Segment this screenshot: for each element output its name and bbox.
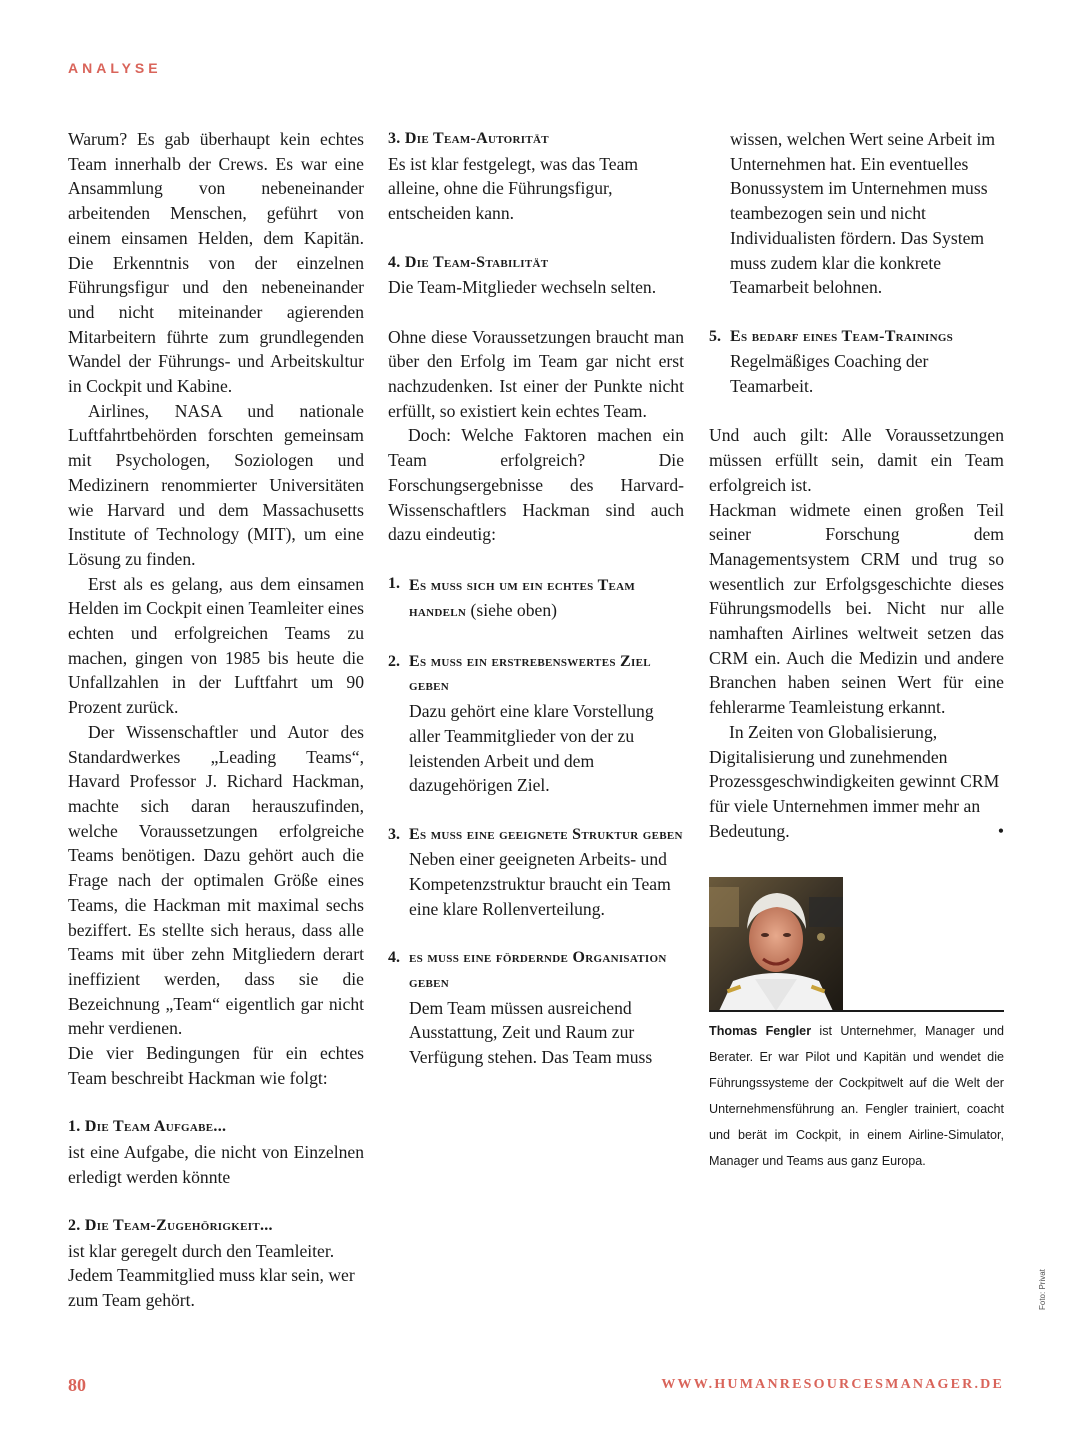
factor-item-continued xyxy=(709,127,1004,300)
paragraph: Warum? Es gab überhaupt kein echtes Team innerhalb der Crews. Es war eine Ansammlung von nebeneinander arbeitenden Menschen, geführt von einem einsamen Helden, dem Kapitän. Die Erkenntnis von der einzelnen Führungsfigur und den nebeneinander und nicht miteinander agierenden Mitarbeitern führte zum grundlegenden Wandel der Führungs- und Arbeitskultur in Cockpit und Kabine. xyxy=(68,129,364,397)
paragraph: Und auch gilt: Alle Voraussetzungen müssen erfüllt sein, damit ein Team erfolgreich ist. xyxy=(709,425,1004,495)
paragraph: Doch: Welche Faktoren machen ein Team erfolgreich? Die Forschungsergebnisse des Harvard-Wissenschaftlers Hackman sind auch dazu eindeutig: xyxy=(388,425,684,545)
end-mark: • xyxy=(997,820,1004,841)
factor-heading: Es muss sich um ein echtes Team handeln xyxy=(409,576,636,621)
factor-number: 4. xyxy=(388,949,400,967)
factor-text: (siehe oben) xyxy=(470,600,557,621)
condition-heading: 2. Die Team-Zugehörigkeit... xyxy=(68,1216,273,1234)
photo-credit: Foto: Privat xyxy=(1038,1269,1047,1310)
condition-heading: 1. Die Team Aufgabe... xyxy=(68,1118,227,1136)
article-column-2 xyxy=(388,127,684,1070)
author-bio: ist Unternehmer, Manager und Berater. Er war Pilot und Kapitän und wendet die Führungssysteme der Cockpitwelt auf die Welt der Unternehmensführung an. Fengler trainiert, coacht und berät im Cockpit, in einem Airline-Simulator, Manager und Teams aus ganz Europa. xyxy=(709,1024,1004,1168)
paragraph: Erst als es gelang, aus dem einsamen Helden im Cockpit einen Teamleiter eines echten und erfolgreichen Teams zu machen, gingen von 1985 bis heute die Unfallzahlen in der Luftfahrt um 90 Prozent zurück. xyxy=(68,573,364,718)
factor-item xyxy=(388,572,684,625)
paragraph: Die vier Bedingungen für ein echtes Team beschreibt Hackman wie folgt: xyxy=(68,1043,364,1088)
paragraph: Ohne diese Voraussetzungen braucht man über den Erfolg im Team gar nicht erst nachzudenken. Ist einer der Punkte nicht erfüllt, so existiert kein echtes Team. xyxy=(388,326,684,421)
paragraph xyxy=(709,720,1004,844)
author-caption xyxy=(709,1018,1004,1174)
caption-rule xyxy=(709,1010,1004,1012)
factor-item xyxy=(388,650,684,798)
article-column-3 xyxy=(709,127,1004,843)
factor-heading: Es bedarf eines Team-Trainings xyxy=(730,327,954,345)
factor-text: Neben einer geeigneten Arbeits- und Kompetenzstruktur braucht ein Team eine klare Rollenverteilung. xyxy=(409,849,671,919)
author-photo xyxy=(709,877,843,1011)
paragraph-text: In Zeiten von Globalisierung, Digitalisierung und zunehmenden Prozessgeschwindigkeiten gewinnt CRM für viele Unternehmen immer mehr an Bedeutung. xyxy=(709,721,1000,841)
factor-text: Dazu gehört eine klare Vorstellung aller Teammitglieder von der zu leistenden Arbeit und dem dazugehörigen Ziel. xyxy=(409,701,654,796)
paragraph: Airlines, NASA und nationale Luftfahrtbehörden forschten gemeinsam mit Psychologen, Soziologen und Medizinern renommierter Universitäten wie Harvard und dem Massachusetts Institute of Technology (MIT), um eine Lösung zu finden. xyxy=(68,400,364,569)
factor-heading: es muss eine fördernde Organisation geben xyxy=(409,949,667,991)
factor-heading: Es muss ein erstrebenswertes Ziel geben xyxy=(409,652,651,695)
author-name: Thomas Fengler xyxy=(709,1024,812,1038)
condition-text: ist eine Aufgabe, die nicht von Einzelnen erledigt werden könnte xyxy=(68,1141,364,1187)
footer-url: WWW.HUMANRESOURCESMANAGER.DE xyxy=(661,1377,1004,1392)
article-column-1 xyxy=(68,127,364,1313)
author-photo-illustration xyxy=(709,877,843,1011)
factor-item xyxy=(709,325,1004,399)
factor-number: 2. xyxy=(388,652,400,670)
factor-heading: Es muss eine geeignete Struktur geben xyxy=(409,825,683,843)
factor-number: 5. xyxy=(709,327,721,345)
condition-text: Die Team-Mitglieder wechseln selten. xyxy=(388,277,657,298)
paragraph: Hackman widmete einen großen Teil seiner Forschung dem Managementsystem CRM und trug so wesentlich zur Erfolgsgeschichte dieses Führungsmodells bei. Nicht nur alle namhaften Airlines weltweit setzen das CRM ein. Auch die Medizin und andere Branchen haben seinen Wert für eine fehlerarme Teamleistung erkannt. xyxy=(709,499,1004,718)
condition-text: ist klar geregelt durch den Teamleiter. Jedem Teammitglied muss klar sein, wer zum Team gehört. xyxy=(68,1240,355,1311)
factor-text: Dem Team müssen ausreichend Ausstattung, Zeit und Raum zur Verfügung stehen. Das Team muss xyxy=(409,997,653,1067)
paragraph: Der Wissenschaftler und Autor des Standardwerkes „Leading Teams“, Havard Professor J. Richard Hackman, machte sich daran herauszufinden, welche Voraussetzungen erfolgreiche Teams benötigen. Dazu gehört auch die Frage nach der optimalen Größe eines Teams, die Hackman mit maximal sechs beziffert. Es stellte sich heraus, dass alle Teams mit über zehn Mitgliedern derart ineffizient werden, dass sie die Bezeichnung „Team“ eigentlich gar nicht mehr verdienen. xyxy=(68,721,364,1039)
factor-number: 1. xyxy=(388,574,400,592)
factor-number: 3. xyxy=(388,825,400,843)
page-number: 80 xyxy=(68,1375,86,1395)
factor-item xyxy=(388,946,684,1070)
condition-heading: 4. Die Team-Stabilität xyxy=(388,253,549,271)
condition-text: Es ist klar festgelegt, was das Team alleine, ohne die Führungsfigur, entscheiden kann. xyxy=(388,153,639,224)
section-label: ANALYSE xyxy=(68,60,162,76)
factor-text: Regelmäßiges Coaching der Teamarbeit. xyxy=(730,351,929,397)
factor-item xyxy=(388,823,684,922)
condition-heading: 3. Die Team-Autorität xyxy=(388,130,549,147)
factor-text: wissen, welchen Wert seine Arbeit im Unternehmen hat. Ein eventuelles Bonussystem im Unternehmen muss teambezogen sein und nicht Individualisten fördern. Das System muss zudem klar die konkrete Teamarbeit belohnen. xyxy=(730,129,996,298)
